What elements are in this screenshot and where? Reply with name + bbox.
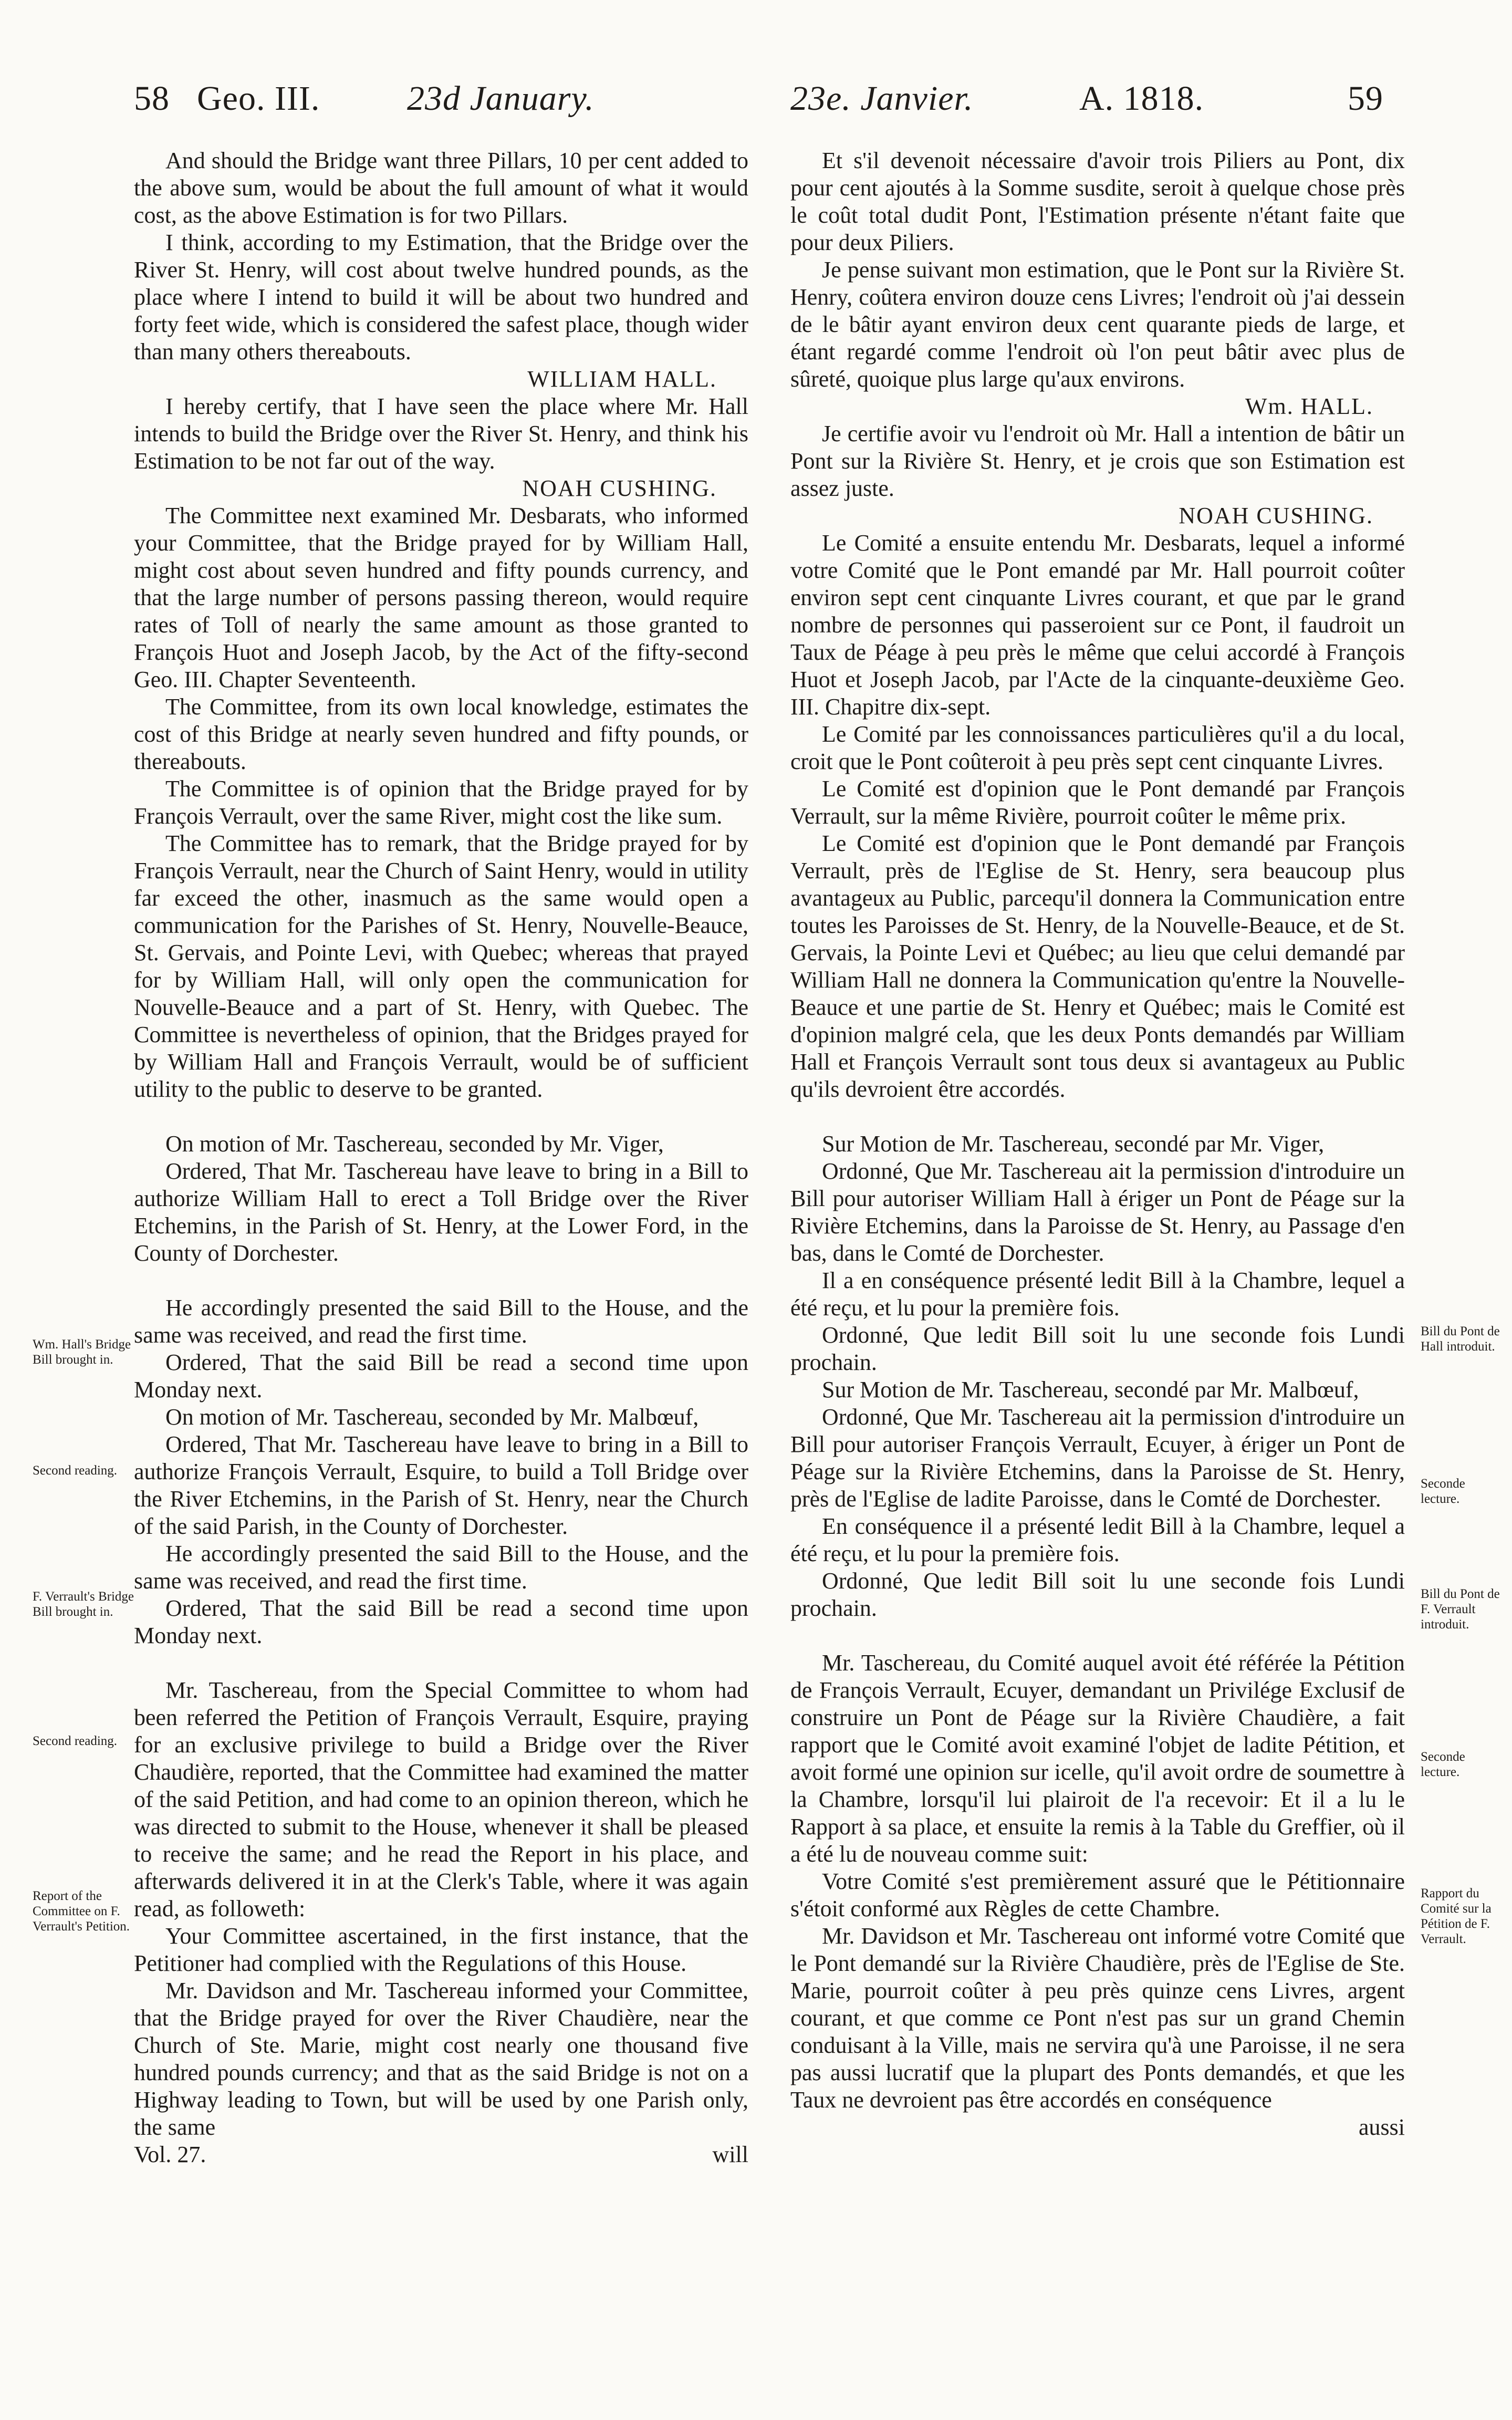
en-paragraph: I think, according to my Estimation, that the Bridge over the River St. Henry, will cost about twelve hundred pounds, as the place where I intend to build it will be about two hundred and forty feet wide, which is considered the safest place, though wider than many others thereabouts. [134, 230, 748, 365]
margin-note: Bill du Pont de Hall introduit. [1421, 1324, 1500, 1354]
fr-signature-cushing: NOAH CUSHING. [1179, 503, 1373, 528]
margin-note: F. Verrault's Bridge Bill brought in. [33, 1590, 134, 1619]
margin-note: Wm. Hall's Bridge Bill brought in. [33, 1337, 131, 1367]
margin-note: Seconde lecture. [1421, 1750, 1465, 1779]
fr-paragraph: Le Comité est d'opinion que le Pont demandé par François Verrault, près de l'Eglise de St. Henry, sera beaucoup plus avantageux au Public, parcequ'il donnera la Communication entre toutes les Paroisses de St. Henry, de la Nouvelle-Beauce, et de St. Gervais, la Pointe Levi et Québec; au lieu que celui demandé par William Hall ne donnera la Communication qu'entre la Nouvelle-Beauce et une partie de St. Henry et Québec; mais le Comité est d'opinion malgré cela, que les deux Ponts demandés par William Hall et François Verrault sont tous deux si avantageux au Public qu'ils devroient être accordés. [790, 830, 1405, 1102]
fr-paragraph: Mr. Taschereau, du Comité auquel avoit été référée la Pétition de François Verrault, Ecuyer, demandant un Privilége Exclusif de construire un Pont de Péage sur la Rivière Chaudière, a fait rapport que le Comité avoit examiné l'objet de ladite Pétition, et avoit formé une opinion sur icelle, qu'il avoit ordre de soumettre à la Chambre, lorsqu'il lui plairoit de l'a recevoir: Et il a lu le Rapport à sa place, et ensuite la remis à la Table du Greffier, où il a été lu de nouveau comme suit: [790, 1650, 1405, 1867]
fr-signature-hall: Wm. HALL. [1245, 393, 1373, 419]
en-paragraph: Ordered, That the said Bill be read a second time upon Monday next. [134, 1595, 748, 1648]
fr-paragraph: Le Comité est d'opinion que le Pont demandé par François Verrault, sur la même Rivière, pourroit coûter le même prix. [790, 776, 1405, 829]
en-paragraph: Mr. Davidson and Mr. Taschereau informed your Committee, that the Bridge prayed for over the River Chaudière, near the Church of Ste. Marie, might cost nearly one thousand five hundred pounds currency; and that as the said Bridge is not on a Highway leading to Town, but will be used by one Parish only, the same [134, 1978, 748, 2140]
en-paragraph: The Committee has to remark, that the Bridge prayed for by François Verrault, near the Church of Saint Henry, would in utility far exceed the other, inasmuch as the same would open a communication for the Parishes of St. Henry, Nouvelle-Beauce, St. Gervais, and Pointe Levi, with Quebec; whereas that prayed for by William Hall, will only open the communication for Nouvelle-Beauce and a part of St. Henry, with Quebec. The Committee is nevertheless of opinion, that the Bridges prayed for by William Hall and François Verrault, would be of sufficient utility to the public to deserve to be granted. [134, 830, 748, 1102]
fr-paragraph: Ordonné, Que ledit Bill soit lu une seconde fois Lundi prochain. [790, 1568, 1405, 1621]
en-paragraph: The Committee next examined Mr. Desbarats, who informed your Committee, that the Bridge prayed for by William Hall, might cost about seven hundred and fifty pounds currency, and that the large number of persons passing thereon, would require rates of Toll of nearly the same amount as those granted to François Huot and Joseph Jacob, by the Act of the fifty-second Geo. III. Chapter Seventeenth. [134, 503, 748, 692]
french-column [790, 147, 1405, 2141]
left-page-number: 58 [134, 79, 170, 118]
fr-paragraph: Je certifie avoir vu l'endroit où Mr. Hall a intention de bâtir un Pont sur la Rivière St. Henry, et je crois que son Estimation est assez juste. [790, 421, 1405, 501]
fr-paragraph: Sur Motion de Mr. Taschereau, secondé par Mr. Malbœuf, [822, 1377, 1359, 1403]
right-page-number: 59 [1348, 79, 1383, 118]
margin-note: Rapport du Comité sur la Pétition de F. Verrault. [1421, 1886, 1492, 1946]
fr-paragraph: Le Comité a ensuite entendu Mr. Desbarats, lequel a informé votre Comité que le Pont emandé par Mr. Hall pourroit coûter environ sept cent cinquante Livres courant, et que par le grand nombre de personnes qui passeroient sur ce Pont, il faudroit un Taux de Péage à peu près le même que celui accordé à François Huot et Joseph Jacob, par l'Acte de la cinquante-deuxième Geo. III. Chapitre dix-sept. [790, 530, 1405, 720]
fr-paragraph: Votre Comité s'est premièrement assuré que le Pétitionnaire s'étoit conformé aux Règles de cette Chambre. [790, 1868, 1405, 1922]
en-signature-hall: WILLIAM HALL. [527, 366, 717, 392]
catchword: will [712, 2142, 748, 2167]
left-date: 23d January. [407, 79, 595, 118]
en-paragraph: Your Committee ascertained, in the first instance, that the Petitioner had complied with the Regulations of this House. [134, 1923, 748, 1976]
en-paragraph: And should the Bridge want three Pillars, 10 per cent added to the above sum, would be about the full amount of what it would cost, as the above Estimation is for two Pillars. [134, 148, 748, 228]
margin-note: Bill du Pont de F. Verrault introduit. [1421, 1587, 1500, 1632]
fr-paragraph: En conséquence il a présenté ledit Bill à la Chambre, lequel a été reçu, et lu pour la première fois. [790, 1513, 1405, 1566]
fr-paragraph: Il a en conséquence présenté ledit Bill à la Chambre, lequel a été reçu, et lu pour la première fois. [790, 1268, 1405, 1321]
left-reign: Geo. III. [197, 79, 320, 118]
english-column [134, 147, 748, 2168]
en-paragraph: I hereby certify, that I have seen the place where Mr. Hall intends to build the Bridge over the River St. Henry, and think his Estimation to be not far out of the way. [134, 393, 748, 474]
page-header [134, 79, 1383, 142]
fr-paragraph: Ordonné, Que ledit Bill soit lu une seconde fois Lundi prochain. [790, 1322, 1405, 1375]
en-paragraph: Ordered, That the said Bill be read a second time upon Monday next. [134, 1349, 748, 1403]
en-paragraph: Ordered, That Mr. Taschereau have leave to bring in a Bill to authorize William Hall to erect a Toll Bridge over the River Etchemins, in the Parish of St. Henry, at the Lower Ford, in the County of Dorchester. [134, 1158, 748, 1266]
en-paragraph: On motion of Mr. Taschereau, seconded by Mr. Malbœuf, [165, 1404, 699, 1430]
en-footer [134, 2141, 748, 2168]
en-paragraph: On motion of Mr. Taschereau, seconded by Mr. Viger, [165, 1131, 664, 1157]
right-year: A. 1818. [1079, 79, 1204, 118]
fr-paragraph: Mr. Davidson et Mr. Taschereau ont informé votre Comité que le Pont demandé sur la Rivière Chaudière, près de l'Eglise de Ste. Marie, pourroit coûter à peu près quinze cens Livres, argent courant, et que comme ce Pont n'est pas sur un grand Chemin conduisant à la Ville, mais ne servira qu'à une Paroisse, il ne sera pas aussi lucratif que la plupart des Ponts demandés, et que les Taux ne devroient pas être accordés en conséquence [790, 1923, 1405, 2113]
en-paragraph: He accordingly presented the said Bill to the House, and the same was received, and read the first time. [134, 1541, 748, 1594]
margin-note: Report of the Committee on F. Verrault's Petition. [33, 1889, 130, 1934]
fr-paragraph: Ordonné, Que Mr. Taschereau ait la permission d'introduire un Bill pour autoriser François Verrault, Ecuyer, à ériger un Pont de Péage sur la Rivière Etchemins, dans la Paroisse de St. Henry, près de l'Eglise de ladite Paroisse, dans le Comté de Dorchester. [790, 1404, 1405, 1512]
margin-note: Seconde lecture. [1421, 1477, 1465, 1506]
en-paragraph: Mr. Taschereau, from the Special Committee to whom had been referred the Petition of François Verrault, Esquire, praying for an exclusive privilege to build a Bridge over the River Chaudière, reported, that the Committee had examined the matter of the said Petition, and had come to an opinion thereon, which he was directed to submit to the House, whenever it shall be pleased to receive the same; and he read the Report in his place, and afterwards delivered it in at the Clerk's Table, where it was again read, as followeth: [134, 1677, 748, 1922]
margin-note: Second reading. [33, 1734, 118, 1748]
catchword: aussi [1359, 2114, 1405, 2140]
fr-paragraph: Et s'il devenoit nécessaire d'avoir trois Piliers au Pont, dix pour cent ajoutés à la Somme susdite, seroit à quelque chose près le coût total dudit Pont, l'Estimation présente n'étant faite que pour deux Piliers. [790, 148, 1405, 255]
right-date: 23e. Janvier. [790, 79, 974, 118]
fr-footer [790, 2114, 1405, 2141]
fr-paragraph: Ordonné, Que Mr. Taschereau ait la permission d'introduire un Bill pour autoriser William Hall à ériger un Pont de Péage sur la Rivière Etchemins, dans la Paroisse de St. Henry, au Passage d'en bas, dans le Comté de Dorchester. [790, 1158, 1405, 1266]
volume-label: Vol. 27. [134, 2142, 206, 2167]
fr-paragraph: Le Comité par les connoissances particulières qu'il a du local, croit que le Pont coûteroit à peu près sept cent cinquante Livres. [790, 721, 1405, 774]
fr-paragraph: Sur Motion de Mr. Taschereau, secondé par Mr. Viger, [822, 1131, 1325, 1157]
en-paragraph: The Committee, from its own local knowledge, estimates the cost of this Bridge at nearly seven hundred and fifty pounds, or thereabouts. [134, 694, 748, 774]
en-paragraph: He accordingly presented the said Bill to the House, and the same was received, and read the first time. [134, 1295, 748, 1348]
margin-note: Second reading. [33, 1463, 118, 1478]
en-paragraph: The Committee is of opinion that the Bridge prayed for by François Verrault, over the same River, might cost the like sum. [134, 776, 748, 829]
en-paragraph: Ordered, That Mr. Taschereau have leave to bring in a Bill to authorize François Verrault, Esquire, to build a Toll Bridge over the River Etchemins, in the Parish of St. Henry, near the Church of the said Parish, in the County of Dorchester. [134, 1431, 748, 1539]
en-signature-cushing: NOAH CUSHING. [522, 475, 717, 501]
fr-paragraph: Je pense suivant mon estimation, que le Pont sur la Rivière St. Henry, coûtera environ douze cens Livres; l'endroit où j'ai dessein de le bâtir ayant environ deux cent quarante pieds de large, et étant regardé comme l'endroit où l'on peut bâtir avec plus de sûreté, quoique plus large qu'aux environs. [790, 257, 1405, 392]
